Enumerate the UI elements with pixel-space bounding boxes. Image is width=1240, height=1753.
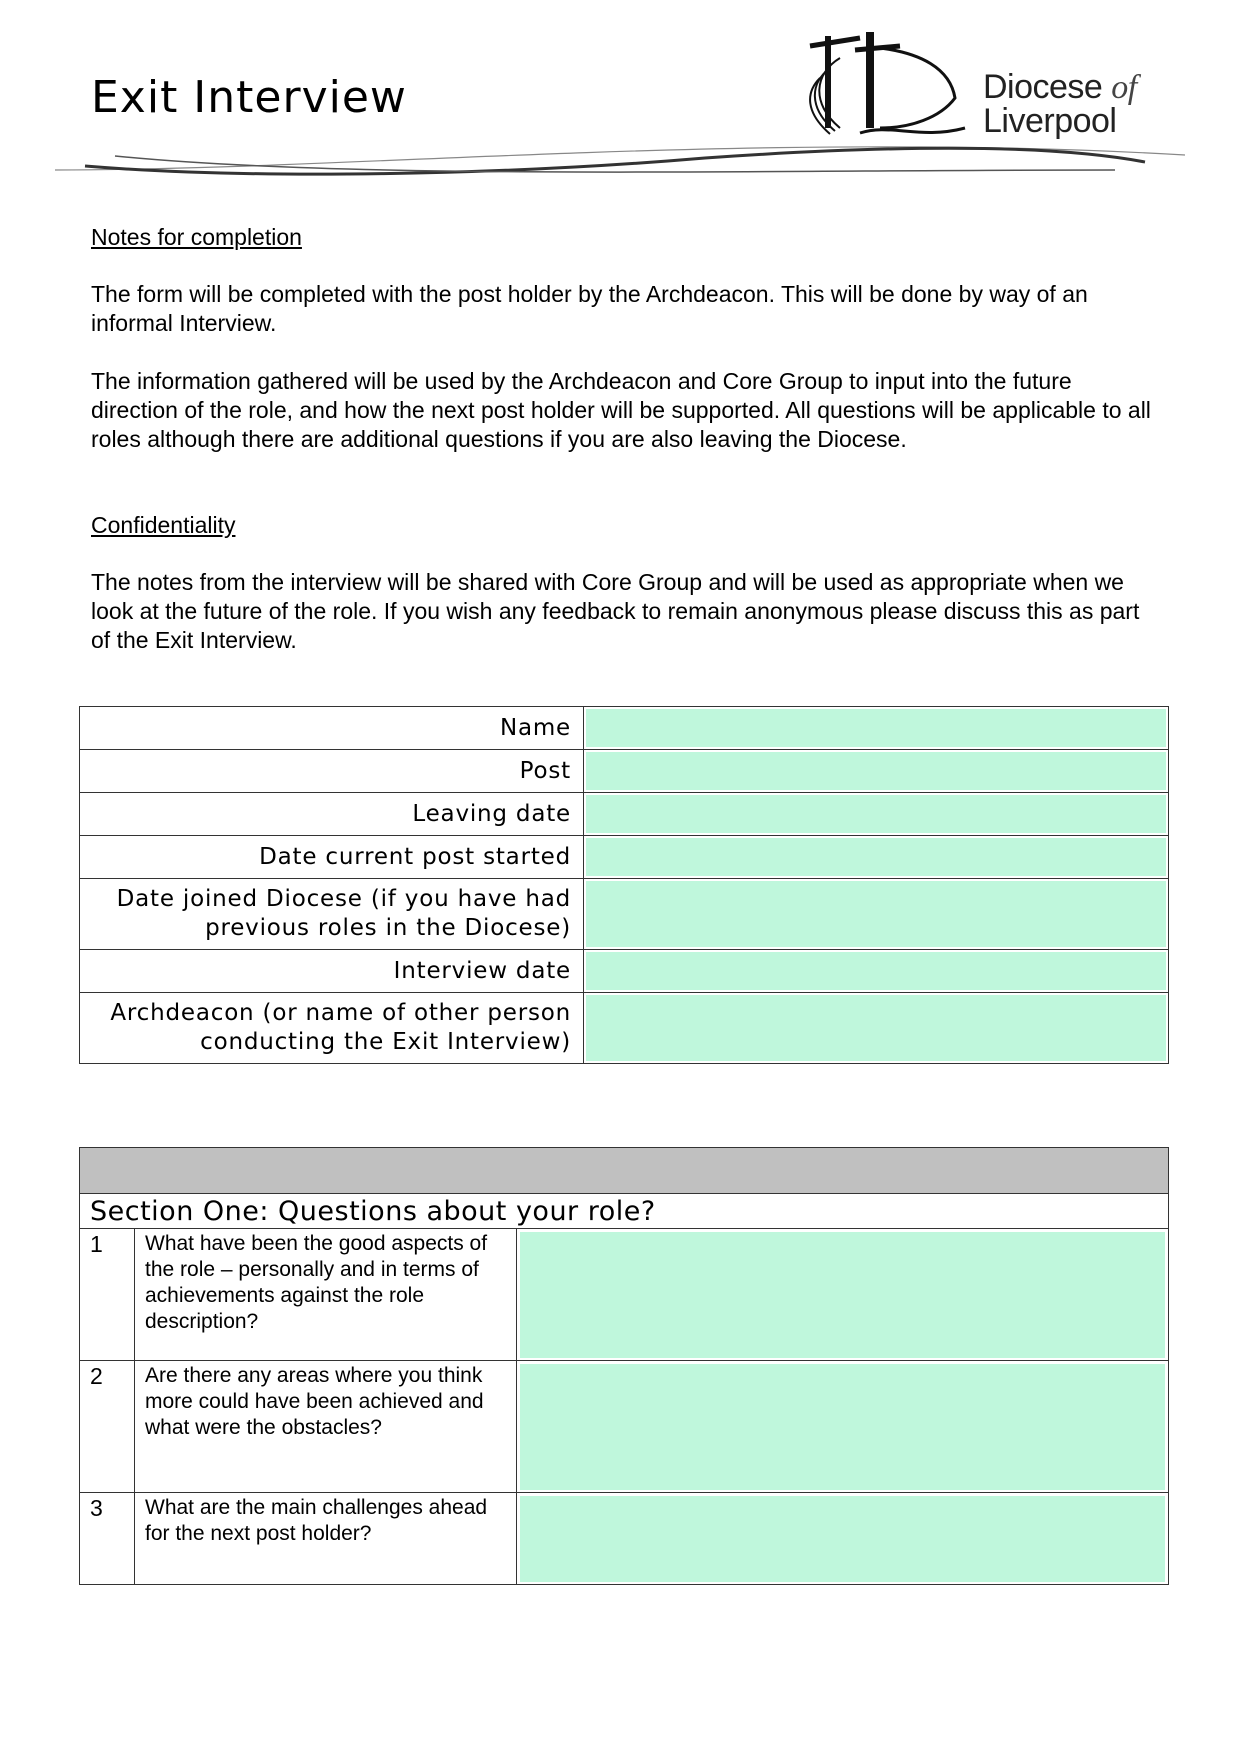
confidentiality-heading: Confidentiality [91,512,236,538]
question-1-answer-field[interactable] [520,1232,1165,1358]
post-field[interactable] [586,752,1166,790]
archdeacon-field[interactable] [586,995,1166,1061]
details-row [80,950,1169,993]
interview-date-field[interactable] [586,952,1166,990]
logo-wordmark-line2: Liverpool [983,102,1117,140]
date-joined-diocese-field[interactable] [586,881,1166,947]
details-row [80,707,1169,750]
header-swoosh-decoration [55,140,1185,200]
date-current-post-started-field[interactable] [586,838,1166,876]
question-text: Are there any areas where you think more could have been achieved and what were the obstacles? [135,1361,517,1493]
field-label-date-current-post-started: Date current post started [80,836,584,879]
details-row [80,993,1169,1064]
question-row [80,1361,1169,1493]
section-one-table [79,1147,1169,1585]
page-title: Exit Interview [91,72,407,123]
question-number: 2 [80,1361,135,1493]
notes-paragraph-1: The form will be completed with the post holder by the Archdeacon. This will be done by way of an informal Interview. [91,281,1088,336]
details-table [79,706,1169,1064]
question-text: What have been the good aspects of the role – personally and in terms of achievements against the role description? [135,1229,517,1361]
details-row [80,836,1169,879]
question-3-answer-field[interactable] [520,1496,1165,1582]
details-row [80,793,1169,836]
details-row [80,879,1169,950]
question-number: 1 [80,1229,135,1361]
field-label-leaving-date: Leaving date [80,793,584,836]
name-field[interactable] [586,709,1166,747]
leaving-date-field[interactable] [586,795,1166,833]
section-header-bar [80,1148,1169,1194]
question-row [80,1493,1169,1585]
section-title-row [80,1194,1169,1229]
ship-cross-icon [800,28,970,148]
section-one-title: Section One: Questions about your role? [80,1194,1169,1229]
field-label-name: Name [80,707,584,750]
question-2-answer-field[interactable] [520,1364,1165,1490]
diocese-logo [800,28,1180,148]
question-text: What are the main challenges ahead for the next post holder? [135,1493,517,1585]
notes-heading: Notes for completion [91,224,302,250]
confidentiality-paragraph: The notes from the interview will be shared with Core Group and will be used as appropriate when we look at the future of the role. If you wish any feedback to remain anonymous please discuss this as part of the Exit Interview. [91,569,1140,653]
question-number: 3 [80,1493,135,1585]
details-row [80,750,1169,793]
field-label-archdeacon: Archdeacon (or name of other person conducting the Exit Interview) [80,993,584,1064]
notes-paragraph-2: The information gathered will be used by the Archdeacon and Core Group to input into the future direction of the role, and how the next post holder will be supported. All questions will be applicable to all roles although there are additional questions if you are also leaving the Diocese. [91,368,1151,452]
question-row [80,1229,1169,1361]
field-label-interview-date: Interview date [80,950,584,993]
logo-wordmark-line1: Diocese of [983,68,1137,106]
field-label-date-joined-diocese: Date joined Diocese (if you have had previous roles in the Diocese) [80,879,584,950]
field-label-post: Post [80,750,584,793]
